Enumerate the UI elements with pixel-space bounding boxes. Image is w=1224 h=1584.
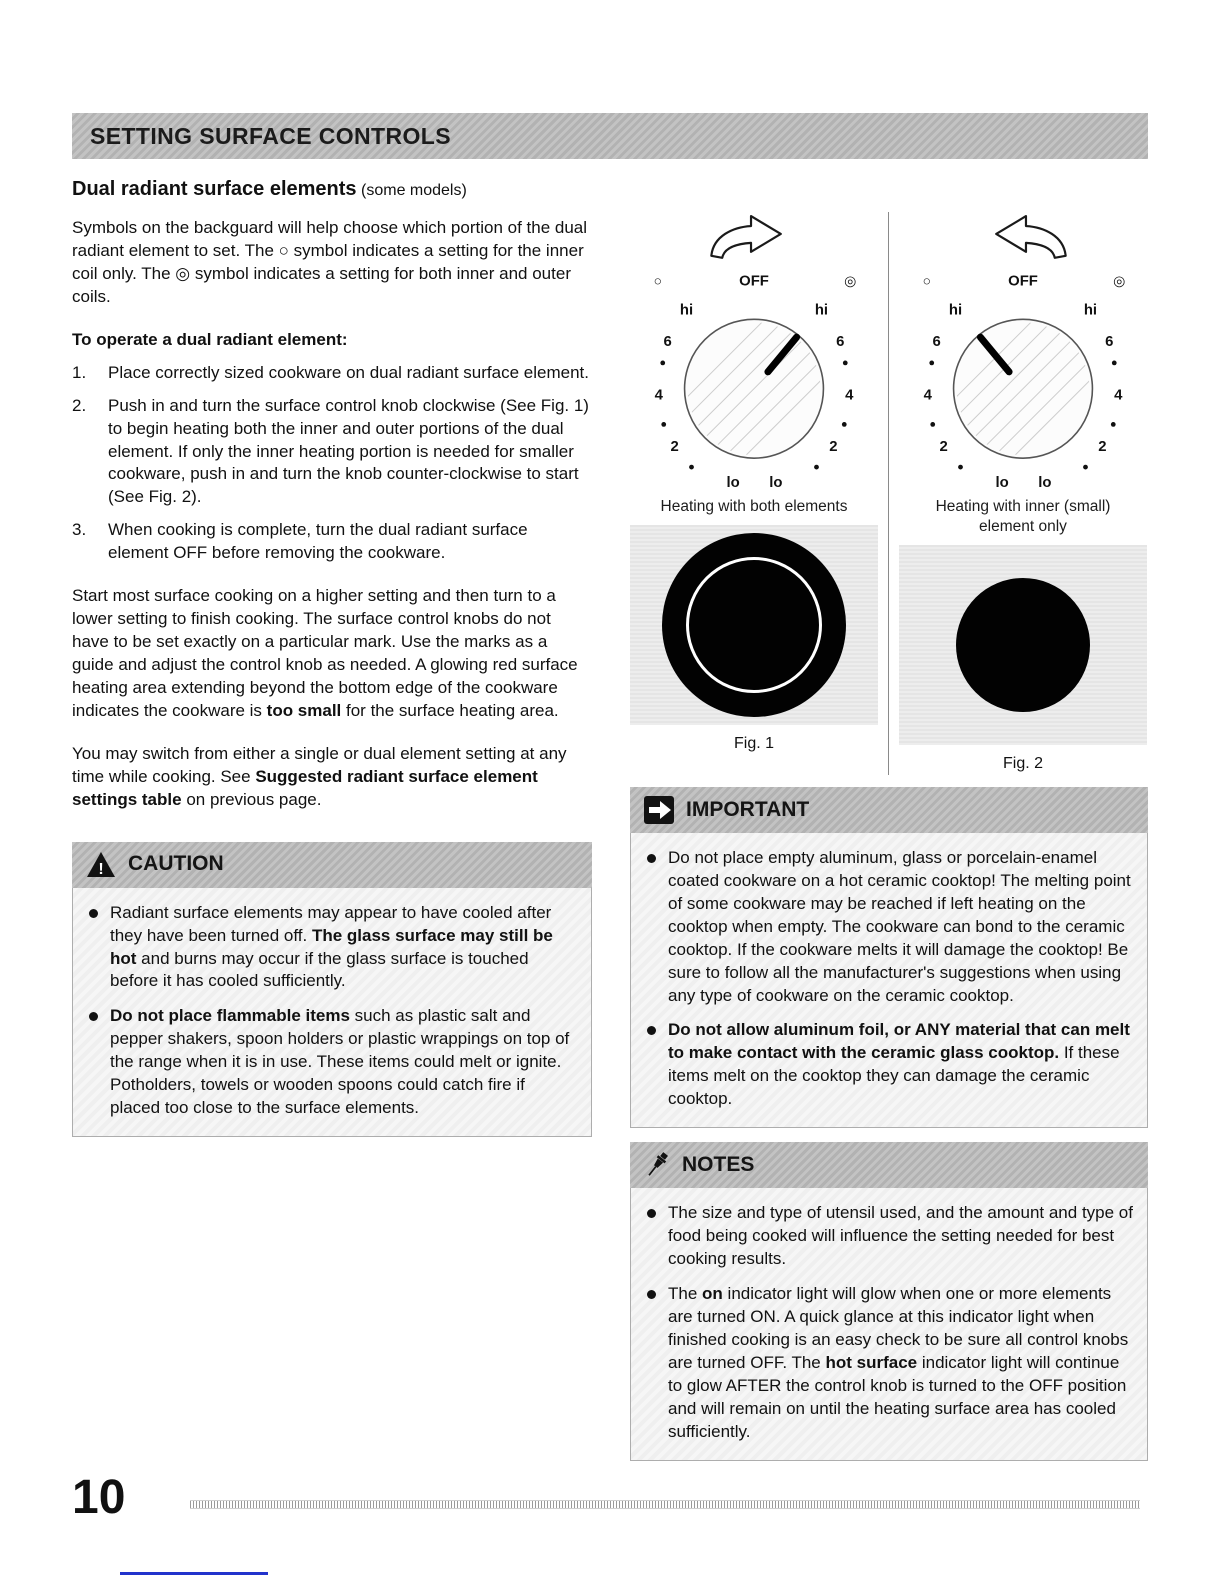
- step-2: [72, 395, 592, 510]
- knob-tick-dot: [930, 422, 935, 427]
- knob-tick-dot: [958, 465, 963, 470]
- knob-label-4-right: 4: [845, 387, 854, 404]
- operate-subheading: To operate a dual radiant element:: [72, 329, 348, 349]
- step-3: [72, 519, 592, 565]
- element-outer-coil: [662, 533, 846, 717]
- heading-suffix: (some models): [356, 182, 467, 199]
- fig1-label: Fig. 1: [733, 735, 774, 753]
- page-number: 10: [72, 1471, 126, 1524]
- notes-bullet-1: The size and type of utensil used, and the amount and type of food being cooked will influence the setting needed for best cooking results.: [668, 1203, 1133, 1269]
- pushpin-icon: [644, 1150, 670, 1180]
- knob-label-2-left: 2: [939, 439, 948, 456]
- knob-label-lo-left: lo: [995, 474, 1009, 491]
- dual-coil-symbol: ◎: [1113, 272, 1126, 289]
- footer-link-underline: [120, 1572, 268, 1575]
- element-inner-coil: [956, 578, 1090, 712]
- step-number: 3.: [72, 520, 87, 540]
- footer-rule: [190, 1500, 1140, 1509]
- bullet-icon: [647, 854, 656, 863]
- important-bullet-1: Do not place empty aluminum, glass or porcelain-enamel coated cookware on a hot ceramic cooktop! The melting point of some cookware may be reached if left heating on the cooktop when empty. The cookware can bond to the ceramic cooktop. If the cookware melts it will damage the cooktop! Be sure to follow all the manufacturer's suggestions when using any type of cookware on the ceramic cooktop.: [668, 847, 1131, 1005]
- knob-tick-dot: [1112, 361, 1117, 366]
- notes-header: [630, 1142, 1148, 1188]
- start-cooking-paragraph: Start most surface cooking on a higher setting and then turn to a lower setting to finish cooking. The surface control knobs do not have to be set exactly on a particular mark. Use the marks as a guide and adjust the control knob as needed. A glowing red surface heating area extending beyond the bottom edge of the cookware indicates the cookware is too small for the surface heating area.: [72, 586, 578, 720]
- knob-diagram-clockwise: [630, 212, 878, 495]
- knob-label-lo-right: lo: [1038, 474, 1052, 491]
- knob-figures: [630, 212, 1148, 775]
- knob-label-6-right: 6: [836, 334, 845, 351]
- caution-box: [72, 842, 592, 1137]
- single-element-photo: [899, 545, 1147, 745]
- fig2-caption: Heating with inner (small) element only: [935, 498, 1111, 536]
- knob-label-off: OFF: [1008, 273, 1038, 290]
- step-number: 1.: [72, 362, 87, 382]
- knob-tick-dot: [661, 422, 666, 427]
- knob-label-4-left: 4: [654, 387, 663, 404]
- dual-element-photo: [630, 525, 878, 725]
- dual-elements-heading: [72, 176, 592, 203]
- knob-tick-dot: [814, 465, 819, 470]
- bullet-icon: [647, 1290, 656, 1299]
- section-title: SETTING SURFACE CONTROLS: [90, 122, 452, 149]
- counterclockwise-arrow-icon: [996, 216, 1065, 258]
- element-inner-ring: [686, 557, 822, 693]
- knob-tick-dot: [1111, 422, 1116, 427]
- notes-body: [630, 1188, 1148, 1460]
- list-item: [641, 1283, 1133, 1444]
- list-item: [641, 1202, 1133, 1271]
- notes-bullet-2: The on indicator light will glow when one or more elements are turned ON. A quick glance at this indicator light when finished cooking is an easy check to be sure all control knobs are turned OFF. The hot surface indicator light will continue to glow AFTER the control knob is turned to the OFF position and will remain on until the heating surface area has cooled sufficiently.: [668, 1284, 1129, 1441]
- switch-setting-paragraph: You may switch from either a single or dual element setting at any time while cooking. See Suggested radiant surface element settings table on previous page.: [72, 743, 567, 809]
- important-title: IMPORTANT: [686, 797, 810, 821]
- clockwise-arrow-icon: [711, 216, 780, 258]
- knob-label-off: OFF: [739, 273, 769, 290]
- heading-bold: Dual radiant surface elements: [72, 178, 357, 200]
- step-1: [72, 362, 592, 385]
- knob-tick-dot: [689, 465, 694, 470]
- knob-label-2-right: 2: [1098, 439, 1107, 456]
- knob-label-2-right: 2: [829, 439, 838, 456]
- important-header: [630, 787, 1148, 833]
- knob-label-hi-left: hi: [679, 302, 694, 319]
- right-column: [630, 212, 1148, 1461]
- caution-bullet-2: Do not place flammable items such as plastic salt and pepper shakers, spoon holders or plastic wrappings on top of the range when it is in use. These items could melt or ignite. Potholders, towels or wooden spoons could catch fire if placed too close to the surface elements.: [110, 1006, 570, 1118]
- step-text: Push in and turn the surface control knob clockwise (See Fig. 1) to begin heating both the inner and outer portions of the dual element. If only the inner heating portion is needed for smaller cookware, push in and turn the knob counter-clockwise to start (See Fig. 2).: [108, 395, 589, 507]
- notes-title: NOTES: [682, 1153, 755, 1177]
- caution-title: CAUTION: [128, 852, 224, 876]
- knob-label-hi-right: hi: [814, 302, 829, 319]
- fig1-caption: Heating with both elements: [660, 498, 848, 515]
- list-item: [83, 902, 577, 994]
- knob-label-lo-right: lo: [769, 474, 783, 491]
- knob-diagram-counterclockwise: [899, 212, 1147, 495]
- knob-label-6-left: 6: [932, 334, 941, 351]
- caution-bullet-1: Radiant surface elements may appear to have cooled after they have been turned off. The glass surface may still be hot and burns may occur if the glass surface is touched before it has cooled sufficiently.: [110, 902, 553, 991]
- inner-coil-symbol: ○: [922, 272, 931, 289]
- important-body: [630, 833, 1148, 1128]
- list-item: [83, 1005, 577, 1120]
- fig2-label: Fig. 2: [1002, 755, 1043, 773]
- svg-text:!: !: [98, 861, 104, 879]
- figure-divider: [888, 212, 889, 775]
- caution-body: [72, 888, 592, 1137]
- knob-label-2-left: 2: [670, 439, 679, 456]
- knob-tick-dot: [842, 422, 847, 427]
- step-text: When cooking is complete, turn the dual radiant surface element OFF before removing the cookware.: [108, 520, 528, 563]
- knob-tick-dot: [929, 361, 934, 366]
- left-column: [72, 176, 592, 1137]
- knob-label-4-right: 4: [1114, 387, 1123, 404]
- intro-paragraph: Symbols on the backguard will help choose which portion of the dual radiant element to set. The ○ symbol indicates a setting for the inner coil only. The ◎ symbol indicates a setting for both inner and outer coils.: [72, 218, 588, 306]
- knob-tick-dot: [1083, 465, 1088, 470]
- bullet-icon: [647, 1026, 656, 1035]
- caution-header: [72, 842, 592, 888]
- knob-label-hi-left: hi: [948, 302, 963, 319]
- knob-label-hi-right: hi: [1083, 302, 1098, 319]
- knob-tick-dot: [660, 361, 665, 366]
- important-box: [630, 787, 1148, 1128]
- knob-label-6-right: 6: [1105, 334, 1114, 351]
- bullet-icon: [89, 909, 98, 918]
- list-item: [641, 847, 1133, 1008]
- figure-1: [630, 212, 878, 775]
- knob-label-lo-left: lo: [726, 474, 740, 491]
- notes-box: [630, 1142, 1148, 1460]
- arrow-right-icon: [644, 796, 674, 824]
- knob-tick-dot: [843, 361, 848, 366]
- important-bullet-2: Do not allow aluminum foil, or ANY material that can melt to make contact with the ceramic glass cooktop. If these items melt on the cooktop they can damage the ceramic cooktop.: [668, 1020, 1130, 1109]
- knob-label-6-left: 6: [663, 334, 672, 351]
- step-number: 2.: [72, 395, 87, 415]
- bullet-icon: [89, 1012, 98, 1021]
- step-text: Place correctly sized cookware on dual radiant surface element.: [108, 362, 589, 382]
- figure-2: [899, 212, 1147, 775]
- bullet-icon: [647, 1209, 656, 1218]
- list-item: [641, 1019, 1133, 1111]
- knob-label-4-left: 4: [923, 387, 932, 404]
- warning-triangle-icon: [86, 851, 116, 878]
- dual-coil-symbol: ◎: [844, 272, 857, 289]
- section-header: [72, 113, 1148, 159]
- inner-coil-symbol: ○: [653, 272, 662, 289]
